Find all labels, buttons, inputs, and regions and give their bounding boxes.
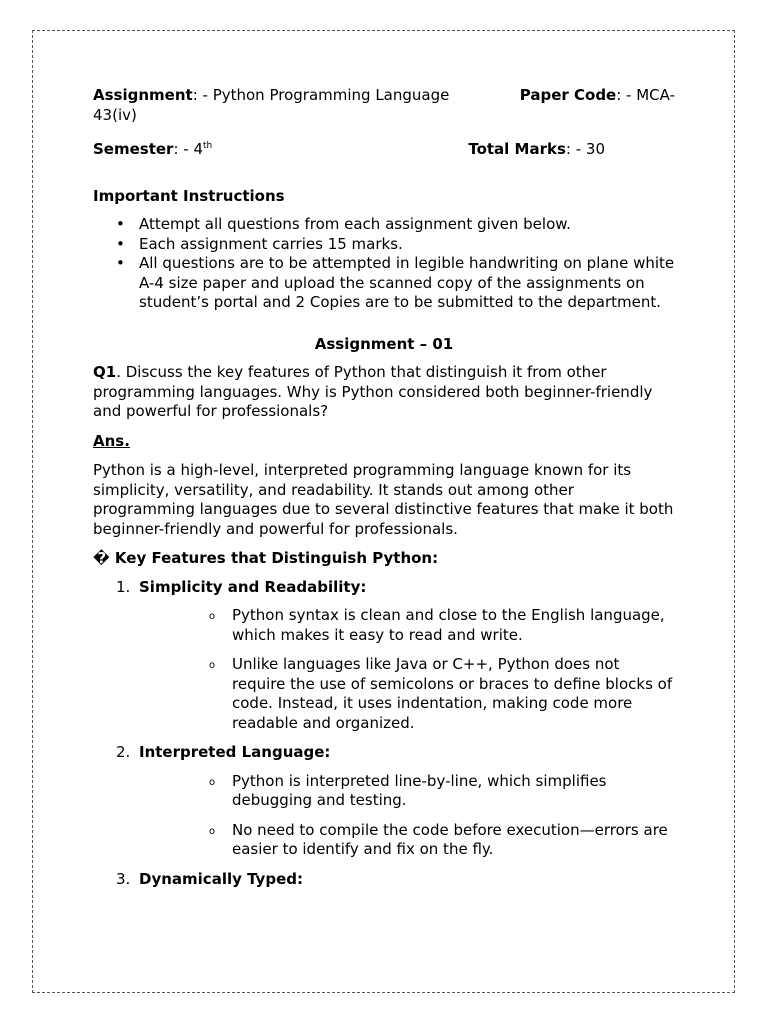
key-features-heading: � Key Features that Distinguish Python: [93,549,439,567]
feature-item [93,578,675,734]
feature-title: Simplicity and Readability: [139,577,367,596]
document-body [93,86,675,898]
instructions-heading: Important Instructions [93,186,285,205]
feature-item [93,743,675,860]
answer-intro: Python is a high-level, interpreted programming language known for its simplicity, versatility, and readability. It stands out among other programming languages due to several distinctive features that make it both beginner-friendly and powerful for professionals. [93,461,674,538]
semester-info: Semester: - 4th [93,140,213,158]
feature-point: o Python syntax is clean and close to the English language, which makes it easy to read and write. [186,606,675,645]
feature-point: o Python is interpreted line-by-line, which simplifies debugging and testing. [186,772,675,811]
feature-points [139,772,675,860]
feature-title: Interpreted Language: [139,743,331,761]
feature-number: 3. [116,869,131,888]
feature-points [139,606,675,733]
feature-point: o Unlike languages like Java or C++, Python does not require the use of semicolons or braces to define blocks of code. Instead, it uses indentation, making code more readable and organized. [186,655,675,733]
feature-point: o No need to compile the code before execution—errors are easier to identify and fix on the fly. [186,821,675,860]
instruction-item: • Each assignment carries 15 marks. [139,235,675,255]
assignment-title: Assignment – 01 [314,334,454,353]
feature-number: 1. [116,577,131,596]
instructions-list [93,215,675,313]
answer-label: Ans. [93,431,130,450]
instruction-item: • All questions are to be attempted in legible handwriting on plane white A-4 size paper and upload the scanned copy of the assignments on student’s portal and 2 Copies are to be submitted to the department. [139,254,675,313]
paper-code-info: Paper Code: - MCA- [519,86,675,104]
feature-title: Dynamically Typed: [139,869,303,888]
header-row-assignment [93,86,675,106]
feature-item [93,870,675,890]
instruction-item: • Attempt all questions from each assignment given below. [139,215,675,235]
feature-number: 2. [116,743,131,761]
features-list [93,578,675,890]
paper-code-continuation: 43(iv) [93,105,137,124]
question-1: Q1. Discuss the key features of Python that distinguish it from other programming languages. Why is Python considered both beginner-friendly and powerful for professionals? [93,363,653,420]
header-row-semester [93,140,675,160]
assignment-info: Assignment: - Python Programming Language [93,86,450,104]
total-marks-info: Total Marks: - 30 [468,140,605,158]
